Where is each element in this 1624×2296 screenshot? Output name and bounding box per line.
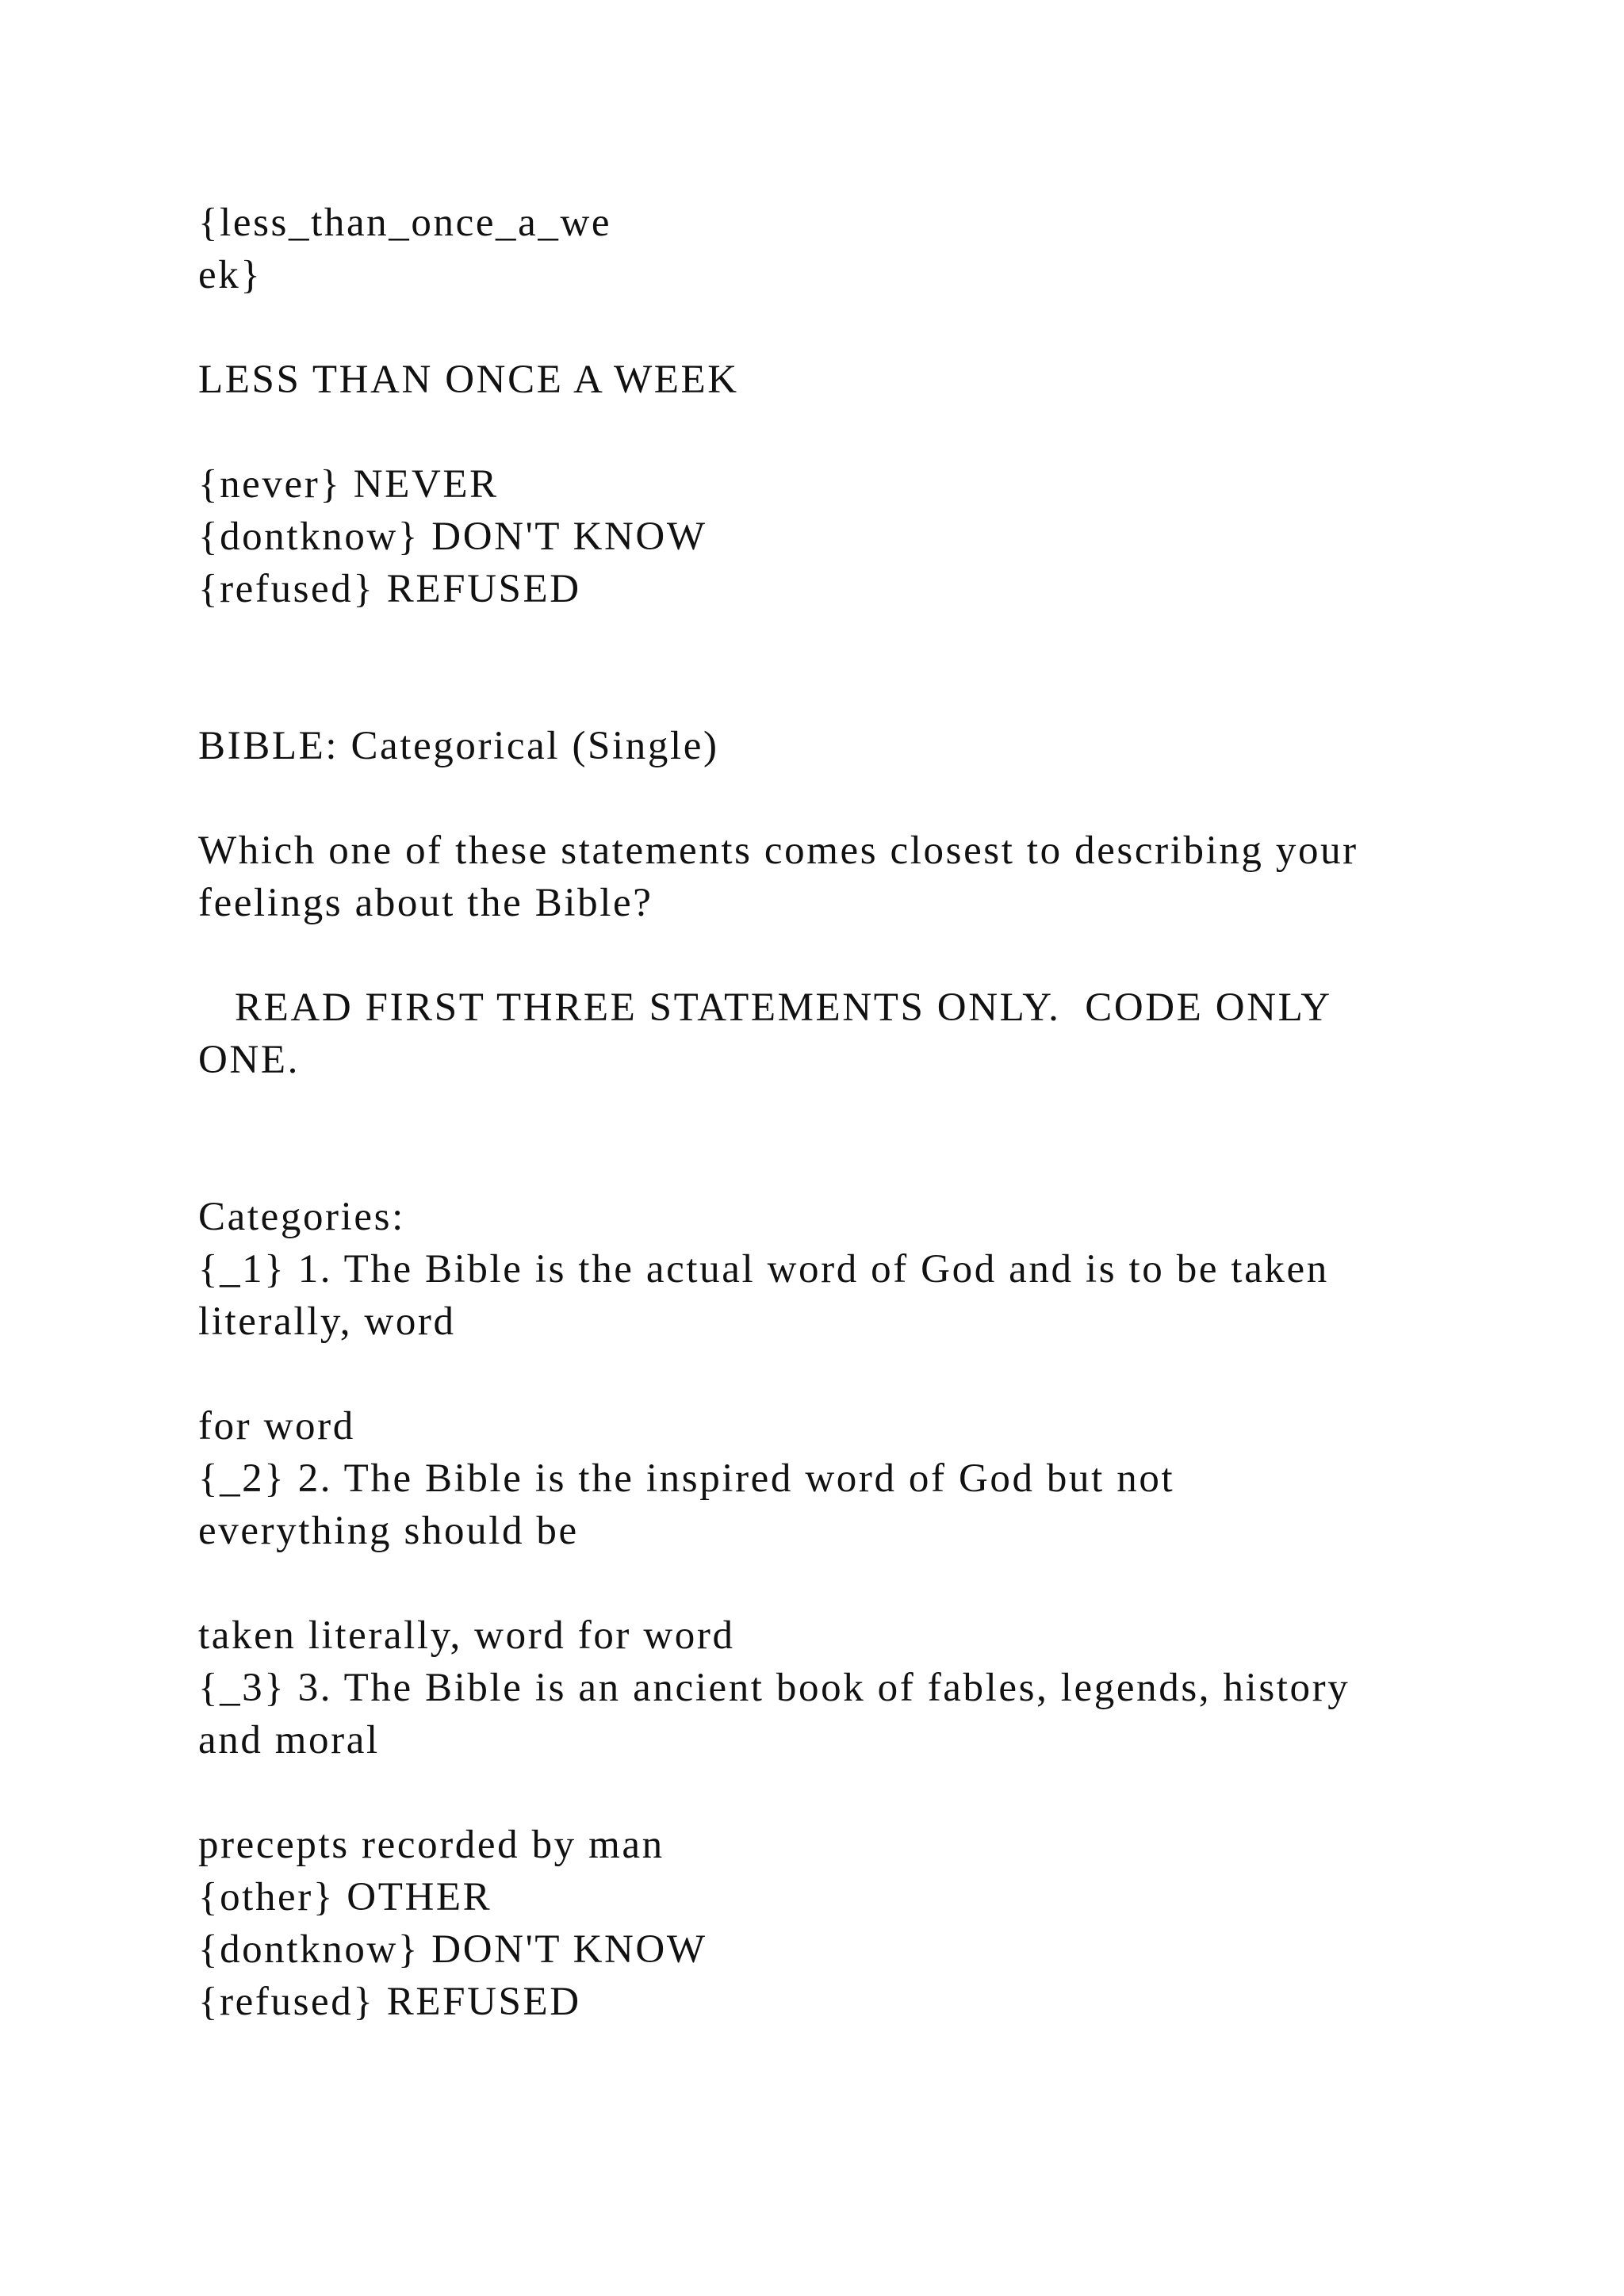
category-3-line1: {_3} 3. The Bible is an ancient book of fables, legends, history (198, 1666, 1350, 1710)
blank-line (198, 1557, 1467, 1609)
blank-line (198, 929, 1467, 982)
code-less-than-once-part1: {less_than_once_a_we (198, 201, 612, 245)
blank-line (198, 772, 1467, 825)
category-dontknow: {dontknow} DON'T KNOW (198, 1927, 707, 1972)
blank-line (198, 668, 1467, 720)
category-2-line3: taken literally, word for word (198, 1613, 735, 1658)
bible-question-text-line1: Which one of these statements comes closest to describing your (198, 828, 1358, 873)
category-1-line2: literally, word (198, 1299, 456, 1344)
code-less-than-once-part2: ek} (198, 253, 262, 297)
interviewer-instruction-line1: READ FIRST THREE STATEMENTS ONLY. CODE ONLY (198, 985, 1332, 1030)
category-other: {other} OTHER (198, 1875, 492, 1919)
interviewer-instruction-line2: ONE. (198, 1038, 300, 1082)
option-refused: {refused} REFUSED (198, 567, 581, 611)
bible-question-text-line2: feelings about the Bible? (198, 881, 653, 925)
category-1-line1: {_1} 1. The Bible is the actual word of God and is to be taken (198, 1247, 1329, 1292)
categories-label: Categories: (198, 1195, 405, 1239)
category-3-line2: and moral (198, 1718, 380, 1762)
bible-question-header: BIBLE: Categorical (Single) (198, 724, 719, 768)
blank-line (198, 1086, 1467, 1138)
blank-line (198, 615, 1467, 668)
blank-line (198, 1348, 1467, 1400)
blank-line (198, 301, 1467, 354)
blank-line (198, 1138, 1467, 1191)
category-2-line1: {_2} 2. The Bible is the inspired word of God but not (198, 1456, 1175, 1501)
category-3-line3: precepts recorded by man (198, 1823, 665, 1867)
blank-line (198, 406, 1467, 458)
option-dontknow: {dontknow} DON'T KNOW (198, 515, 707, 559)
category-1-line3: for word (198, 1404, 355, 1448)
option-never: {never} NEVER (198, 462, 499, 507)
document-text (198, 197, 1467, 2028)
blank-line (198, 1766, 1467, 1819)
category-refused: {refused} REFUSED (198, 1980, 581, 2024)
category-2-line2: everything should be (198, 1509, 579, 1553)
less-than-once-label: LESS THAN ONCE A WEEK (198, 358, 739, 402)
